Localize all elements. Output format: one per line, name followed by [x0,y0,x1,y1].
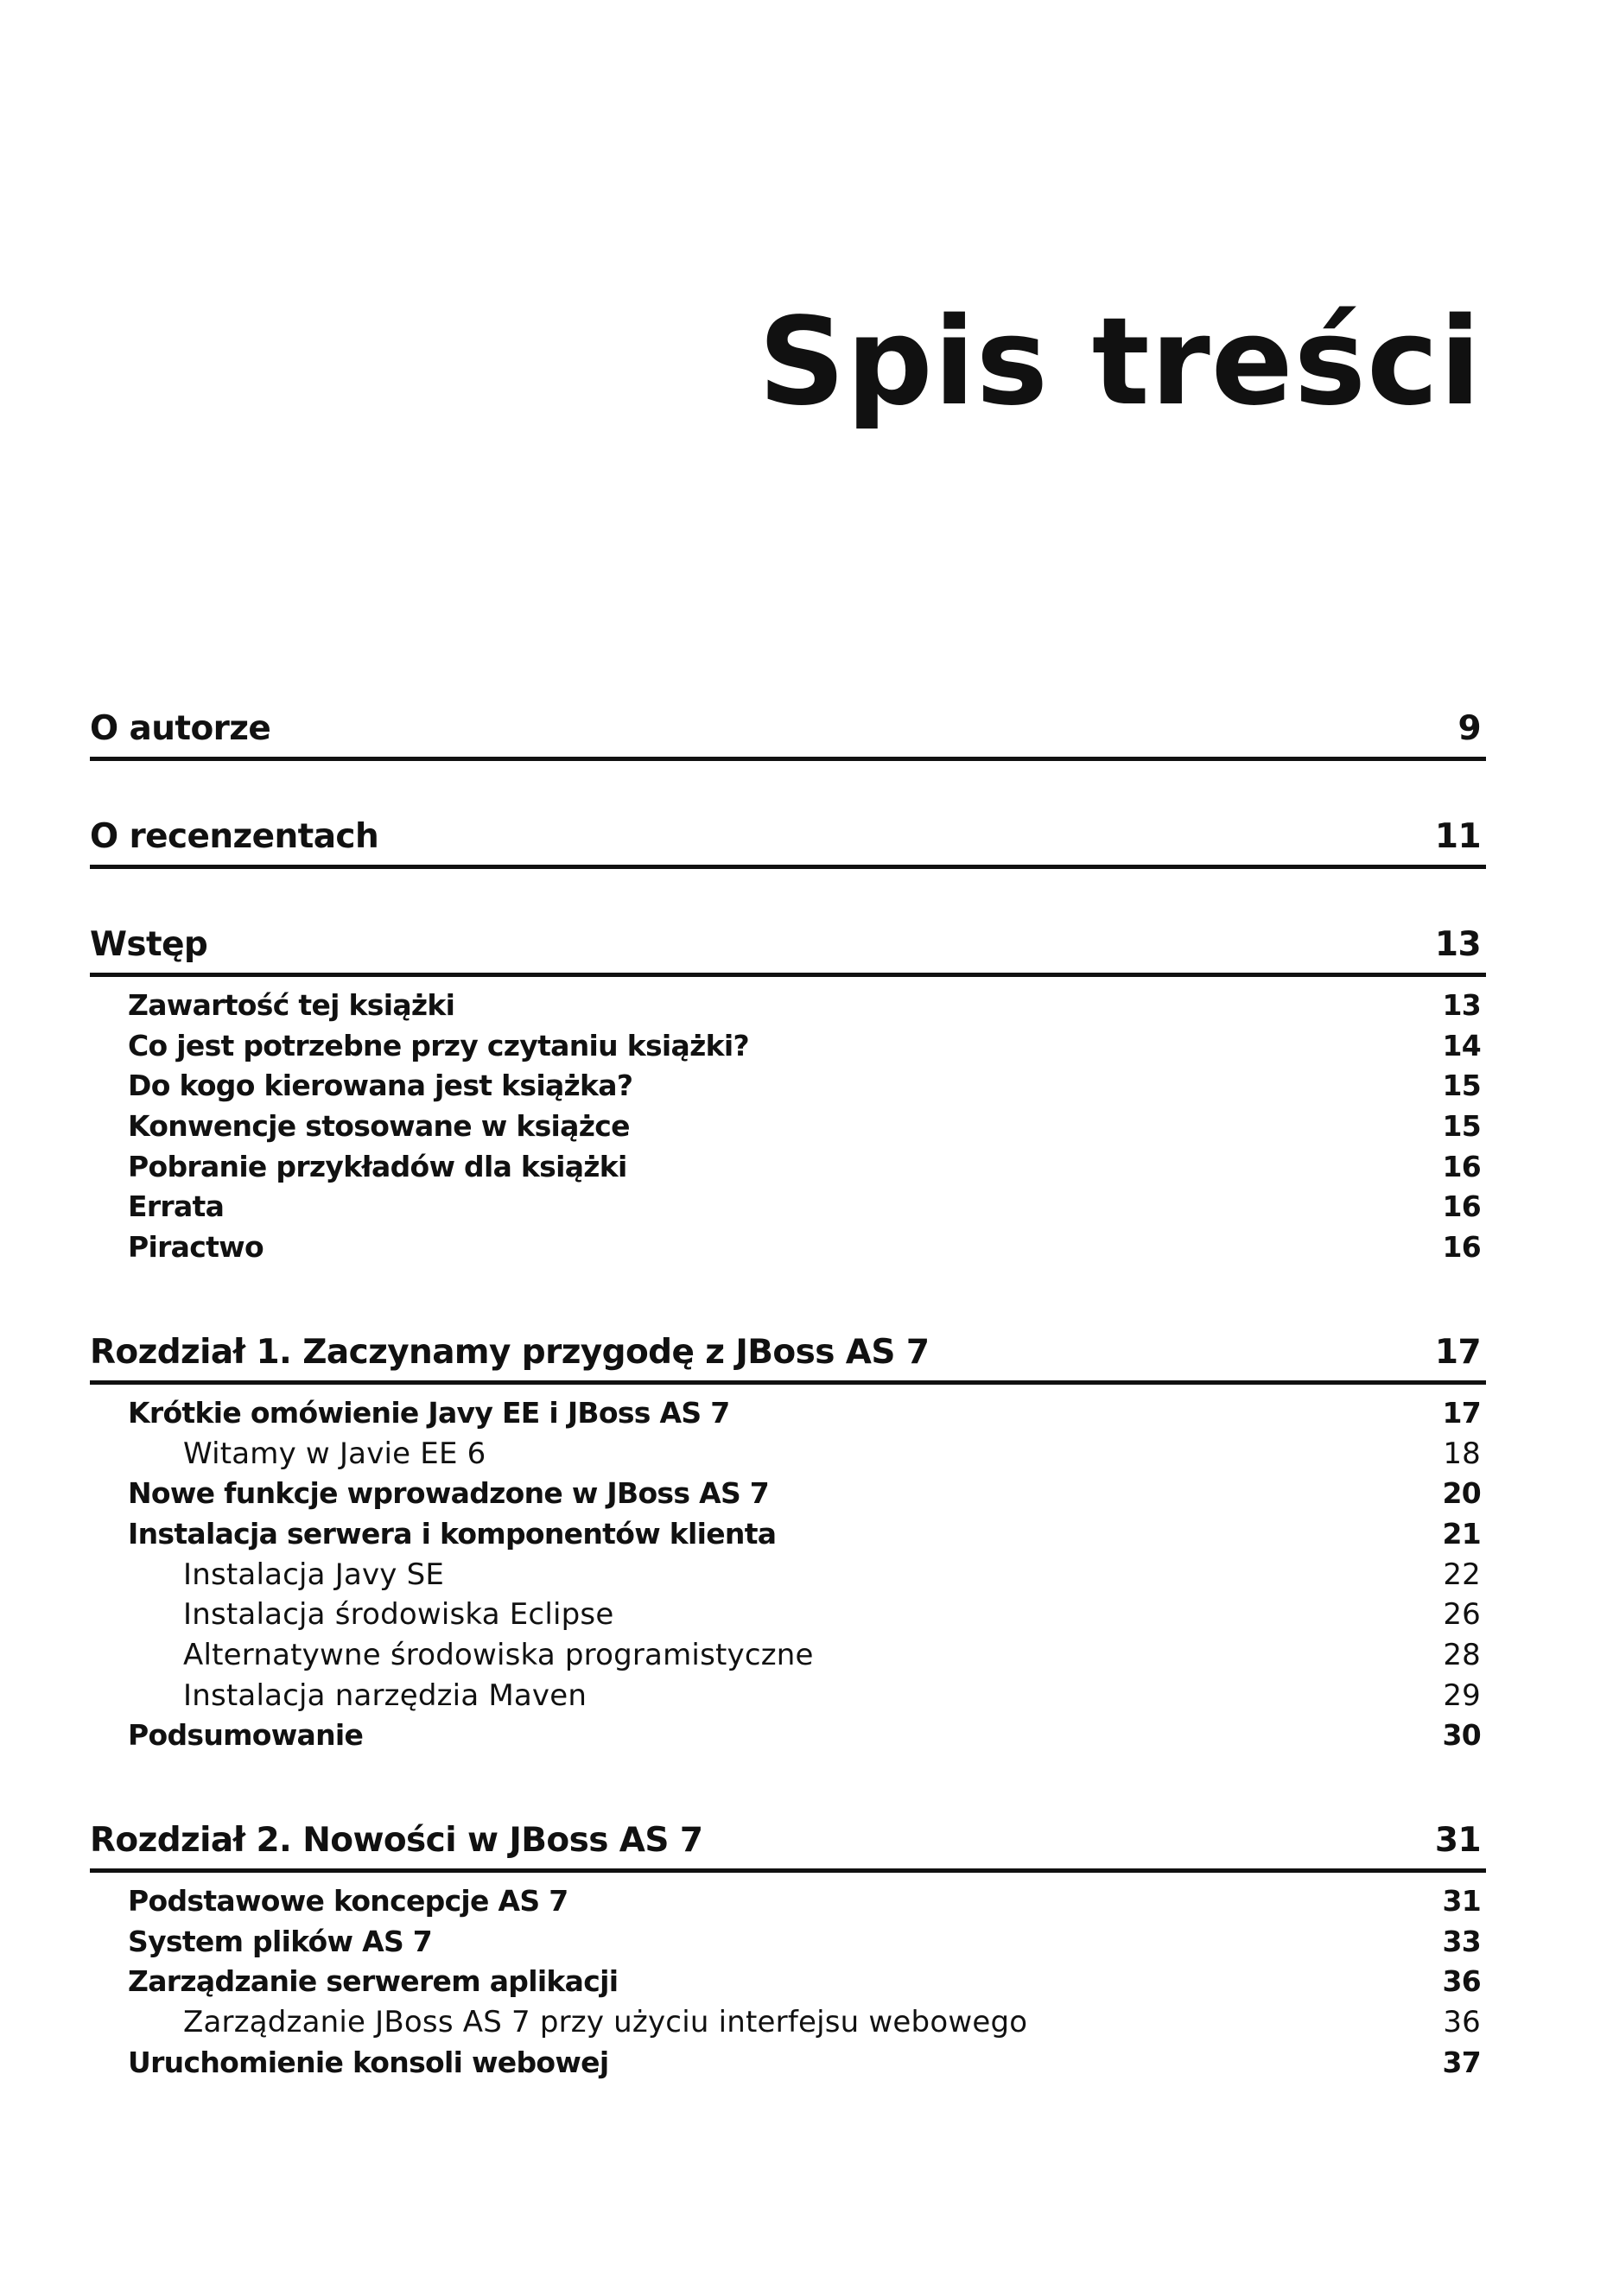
toc-chapter-title: Rozdział 2. Nowości w JBoss AS 7 [90,1821,703,1860]
page-title: Spis treści [758,292,1482,433]
toc-subentry [90,1434,1486,1475]
toc-entry [90,1393,1486,1434]
toc-entry-title: Uruchomienie konsoli webowej [128,2045,609,2079]
toc-entry-page: 31 [1442,1884,1481,1918]
toc-chapter-page: 17 [1434,1332,1481,1372]
toc-entry [90,1962,1486,2002]
toc-section-o-recenzentach [90,809,1486,869]
toc-entry-page: 33 [1442,1924,1481,1958]
toc-entry-page: 21 [1442,1516,1481,1551]
toc-chapter-title: Rozdział 1. Zaczynamy przygodę z JBoss AS 7 [90,1332,930,1372]
toc-entry-page: 22 [1443,1557,1481,1592]
toc-entry-page: 15 [1442,1109,1481,1144]
toc-entry [90,1881,1486,1922]
toc-entry-title: Zarządzanie JBoss AS 7 przy użyciu interfejsu webowego [183,2005,1028,2040]
toc-chapter-1 [90,1325,1486,1756]
toc-entry-title: Alternatywne środowiska programistyczne [183,1637,814,1672]
toc-subentry [90,1595,1486,1635]
toc-section-page: 11 [1434,817,1481,856]
toc-entry-page: 30 [1442,1718,1481,1753]
toc-entry [90,1227,1486,1268]
toc-entry-page: 16 [1442,1230,1481,1265]
toc-entry-page: 14 [1442,1028,1481,1062]
toc-entry-title: System plików AS 7 [128,1924,433,1958]
toc-chapter-2 [90,1813,1486,2083]
toc-entry-page: 15 [1442,1069,1481,1103]
toc-subentry [90,1555,1486,1595]
toc-entry-page: 29 [1443,1678,1481,1713]
toc-entry-title: Pobranie przykładów dla książki [128,1149,627,1183]
toc-entry-title: Instalacja Javy SE [183,1557,445,1592]
toc-entry-title: Konwencje stosowane w książce [128,1109,630,1144]
toc-subentry [90,2002,1486,2043]
toc-entry-page: 26 [1443,1597,1481,1633]
toc-entry-page: 37 [1442,2045,1481,2079]
toc-entry-page: 18 [1443,1436,1481,1471]
toc-entry [90,1107,1486,1147]
toc-entry-title: Co jest potrzebne przy czytaniu książki? [128,1028,749,1062]
toc-entry [90,1026,1486,1067]
toc-section-wstep [90,917,1486,1268]
toc-entry-page: 16 [1442,1189,1481,1224]
toc-entry-title: Instalacja narzędzia Maven [183,1678,587,1713]
toc-entry-title: Nowe funkcje wprowadzone w JBoss AS 7 [128,1476,770,1511]
toc-section-title: O recenzentach [90,817,379,856]
toc-section-heading [90,917,1486,977]
toc-entry-title: Instalacja serwera i komponentów klienta [128,1516,777,1551]
toc-entry-page: 28 [1443,1637,1481,1672]
toc-entry-page: 16 [1442,1149,1481,1183]
toc-entry [90,1514,1486,1555]
toc-chapter-heading [90,1325,1486,1385]
toc-entry [90,1922,1486,1963]
toc-entry [90,1716,1486,1756]
toc-entry-title: Zawartość tej książki [128,988,455,1022]
toc-subentry [90,1635,1486,1676]
toc-entry [90,986,1486,1026]
toc-entry [90,1187,1486,1227]
toc-entry-title: Do kogo kierowana jest książka? [128,1069,633,1103]
toc-section-heading [90,701,1486,761]
toc-section-page: 13 [1434,925,1481,964]
toc-entry-list [90,1385,1486,1756]
toc-entry-title: Krótkie omówienie Javy EE i JBoss AS 7 [128,1395,730,1430]
toc-entry [90,1147,1486,1188]
toc-entry-page: 17 [1442,1395,1481,1430]
toc-entry [90,1474,1486,1514]
toc-entry-title: Podsumowanie [128,1718,364,1753]
toc-entry-title: Piractwo [128,1230,264,1265]
table-of-contents [90,701,1486,2083]
toc-entry-title: Podstawowe koncepcje AS 7 [128,1884,568,1918]
toc-section-o-autorze [90,701,1486,761]
toc-section-title: O autorze [90,709,271,748]
toc-chapter-heading [90,1813,1486,1873]
toc-entry-title: Witamy w Javie EE 6 [183,1436,486,1471]
toc-entry-title: Errata [128,1189,225,1224]
toc-section-page: 9 [1457,709,1481,748]
toc-entry-page: 36 [1442,1964,1481,1999]
toc-entry-list [90,977,1486,1268]
toc-entry-page: 13 [1442,988,1481,1022]
toc-entry-page: 36 [1443,2005,1481,2040]
toc-entry-title: Instalacja środowiska Eclipse [183,1597,614,1633]
toc-section-heading [90,809,1486,869]
toc-entry-title: Zarządzanie serwerem aplikacji [128,1964,619,1999]
toc-entry-page: 20 [1442,1476,1481,1511]
toc-section-title: Wstęp [90,925,208,964]
toc-entry [90,2043,1486,2084]
toc-entry-list [90,1873,1486,2083]
toc-chapter-page: 31 [1434,1821,1481,1860]
toc-entry [90,1066,1486,1107]
toc-subentry [90,1676,1486,1716]
